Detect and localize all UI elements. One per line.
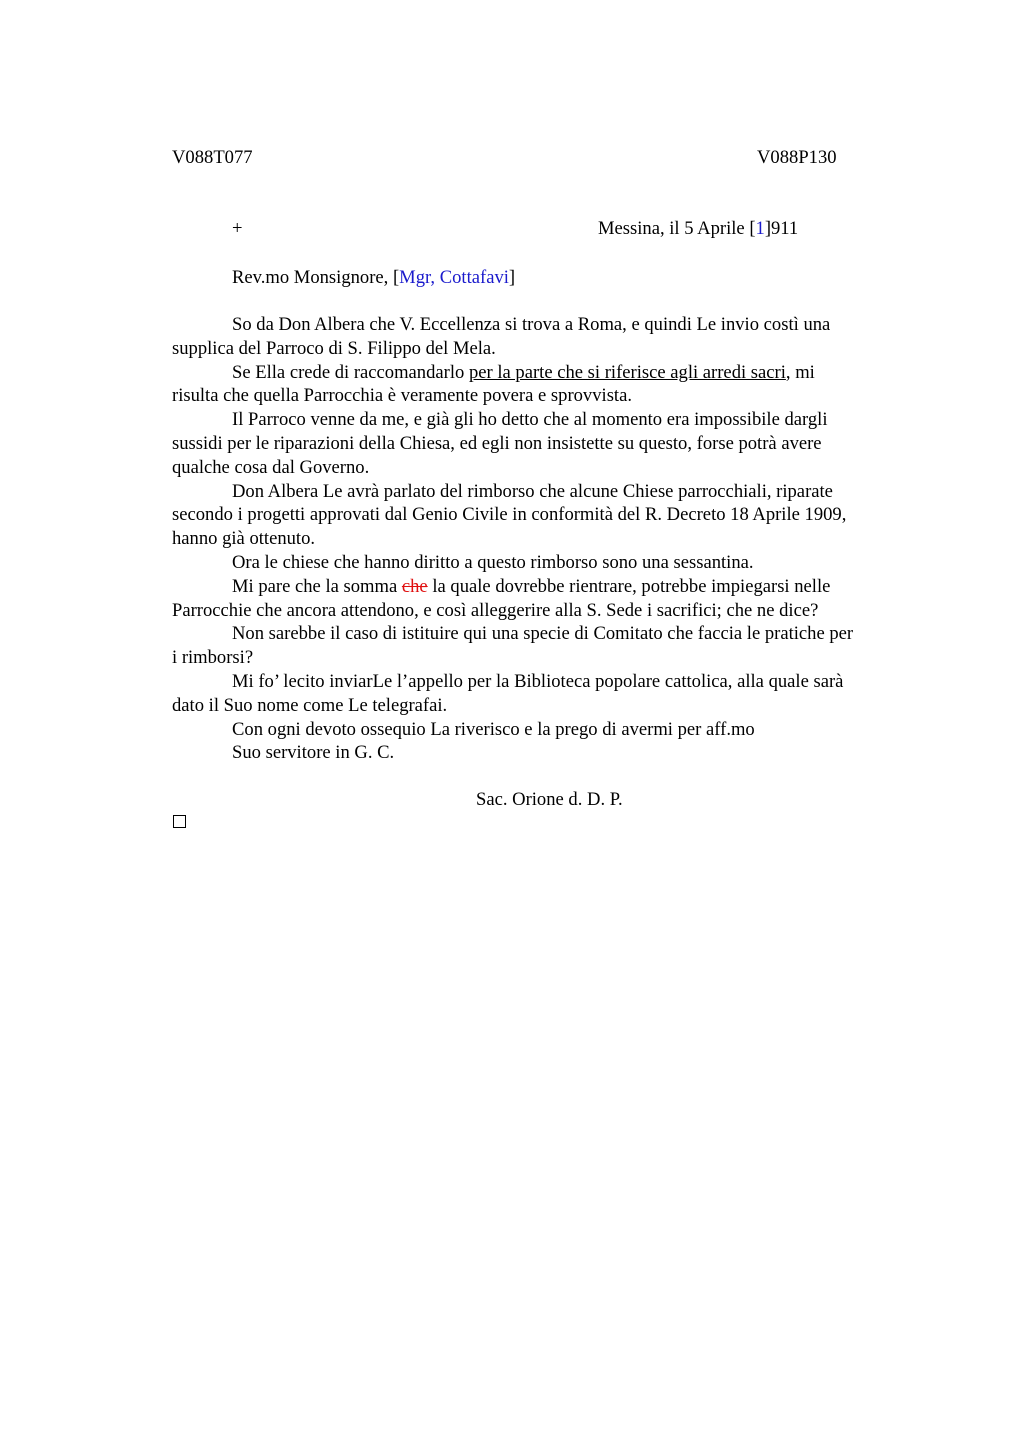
body-text-segment: , mi (785, 361, 815, 383)
signature: Sac. Orione d. D. P. (476, 789, 623, 810)
body-line (172, 361, 924, 385)
body-text-segment: Mi pare che la somma (232, 575, 402, 597)
body-line: i rimborsi? (172, 647, 254, 669)
body-line: Don Albera Le avrà parlato del rimborso che alcune Chiese parrocchiali, riparate (232, 480, 833, 502)
body-line: Mi fo’ lecito inviarLe l’appello per la Biblioteca popolare cattolica, alla quale sarà (232, 670, 844, 692)
body-line: hanno già ottenuto. (172, 528, 316, 550)
body-line (172, 575, 924, 599)
body-line: risulta che quella Parrocchia è veramente povera e sprovvista. (172, 385, 632, 407)
body-line: So da Don Albera che V. Eccellenza si trova a Roma, e quindi Le invio costì una (232, 314, 831, 335)
body-line: sussidi per le riparazioni della Chiesa, ed egli non insistette su questo, forse potrà avere (172, 432, 822, 454)
recipient-editorial-reference: Mgr, Cottafavi (399, 267, 509, 288)
underlined-phrase: per la parte che si riferisce agli arredi sacri (468, 361, 786, 383)
date-editorial-reference: 1 (755, 218, 765, 239)
body-text-segment: Se Ella crede di raccomandarlo (232, 361, 469, 383)
deleted-word: che (401, 575, 428, 597)
document-code-right: V088P130 (757, 147, 837, 168)
body-line: supplica del Parroco di S. Filippo del Mela. (172, 337, 496, 359)
document-code-left: V088T077 (172, 147, 253, 168)
place-and-date (598, 217, 798, 241)
body-line: dato il Suo nome come Le telegrafai. (172, 694, 448, 716)
body-line: Non sarebbe il caso di istituire qui una specie di Comitato che faccia le pratiche per (232, 623, 854, 645)
letter-body (172, 313, 924, 765)
body-line: qualche cosa dal Governo. (172, 456, 370, 478)
cross-symbol: + (232, 218, 243, 239)
end-of-document-box-icon (173, 815, 186, 828)
body-line: secondo i progetti approvati dal Genio Civile in conformità del R. Decreto 18 Aprile 1909, (172, 504, 847, 526)
body-line: Ora le chiese che hanno diritto a questo rimborso sono una sessantina. (232, 551, 754, 573)
salutation (232, 266, 515, 290)
place-date-suffix: ]911 (764, 218, 799, 239)
body-line: Con ogni devoto ossequio La riverisco e la prego di avermi per aff.mo (232, 718, 755, 740)
body-text-segment: la quale dovrebbe rientrare, potrebbe impiegarsi nelle (427, 575, 831, 597)
body-line: Parrocchie che ancora attendono, e così alleggerire alla S. Sede i sacrifici; che ne dice? (172, 599, 819, 621)
body-line: Il Parroco venne da me, e già gli ho detto che al momento era impossibile dargli (232, 409, 828, 431)
body-line: Suo servitore in G. C. (232, 742, 395, 764)
place-date-prefix: Messina, il 5 Aprile [ (598, 218, 756, 239)
salutation-prefix: Rev.mo Monsignore, [ (232, 267, 400, 288)
salutation-suffix: ] (508, 267, 516, 288)
